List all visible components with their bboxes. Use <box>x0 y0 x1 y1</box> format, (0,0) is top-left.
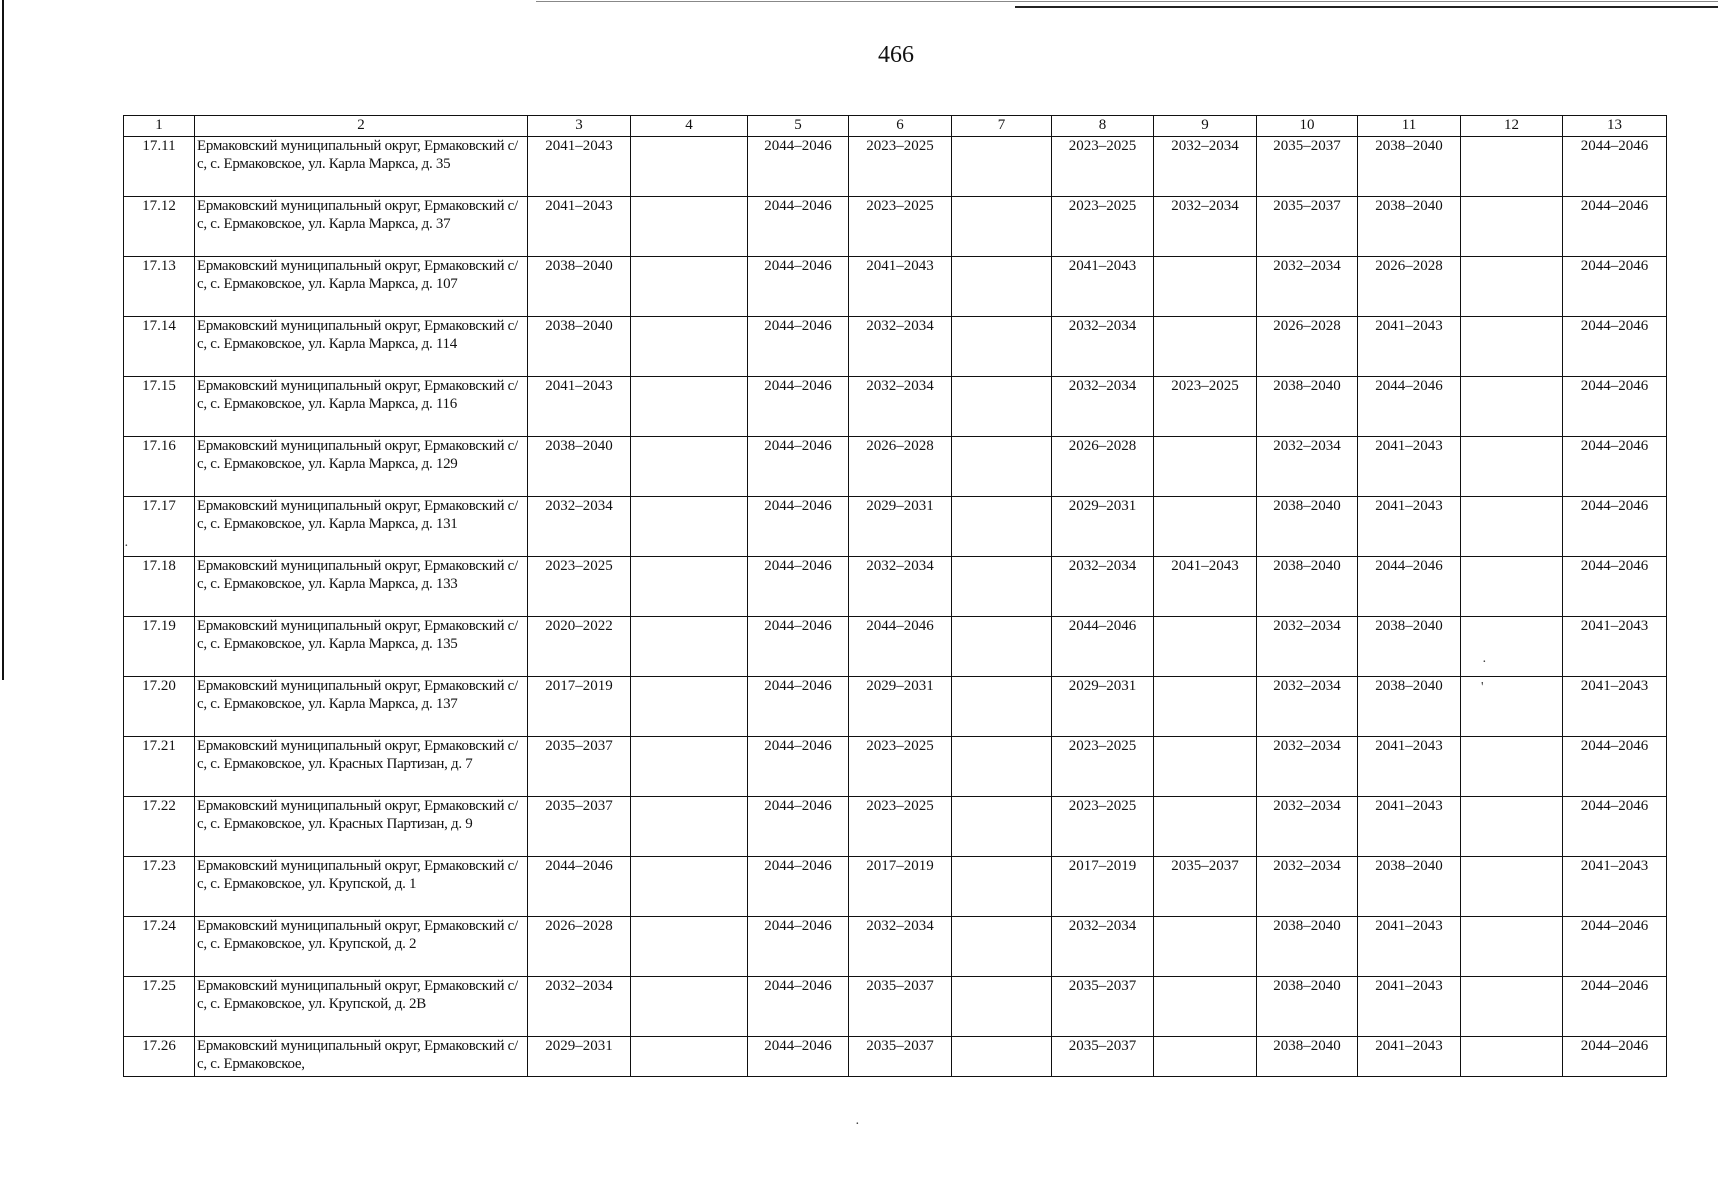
period-cell-c9 <box>1154 257 1257 317</box>
period-cell-c11: 2026–2028 <box>1358 257 1461 317</box>
period-cell-c10: 2038–2040 <box>1257 1037 1358 1077</box>
row-number-cell: 17.17 <box>124 497 195 557</box>
table-row <box>124 197 1667 257</box>
address-cell: Ермаковский муниципальный округ, Ермаковский с/с, с. Ермаковское, ул. Крупской, д. 2 <box>195 917 528 977</box>
table-row <box>124 317 1667 377</box>
row-number-cell: 17.24 <box>124 917 195 977</box>
period-cell-c12 <box>1461 977 1563 1037</box>
period-cell-c4 <box>631 737 748 797</box>
period-cell-c4 <box>631 437 748 497</box>
period-cell-c11: 2041–2043 <box>1358 917 1461 977</box>
period-cell-c4 <box>631 557 748 617</box>
period-cell-c11: 2041–2043 <box>1358 317 1461 377</box>
period-cell-c3: 2020–2022 <box>528 617 631 677</box>
period-cell-c6: 2032–2034 <box>849 917 952 977</box>
period-cell-c4 <box>631 797 748 857</box>
table-row <box>124 377 1667 437</box>
row-number-cell: 17.26 <box>124 1037 195 1077</box>
period-cell-c8: 2029–2031 <box>1052 497 1154 557</box>
left-margin-rule <box>2 0 4 680</box>
period-cell-c7 <box>952 857 1052 917</box>
row-number-cell: 17.19 <box>124 617 195 677</box>
row-number-cell: 17.20 <box>124 677 195 737</box>
period-cell-c5: 2044–2046 <box>748 797 849 857</box>
period-cell-c4 <box>631 137 748 197</box>
period-cell-c5: 2044–2046 <box>748 917 849 977</box>
address-cell: Ермаковский муниципальный округ, Ермаковский с/с, с. Ермаковское, ул. Крупской, д. 1 <box>195 857 528 917</box>
period-cell-c9 <box>1154 617 1257 677</box>
scan-speck: · <box>124 539 129 554</box>
address-cell: Ермаковский муниципальный округ, Ермаковский с/с, с. Ермаковское, ул. Карла Маркса, д. 116 <box>195 377 528 437</box>
period-cell-c3: 2029–2031 <box>528 1037 631 1077</box>
period-cell-c4 <box>631 617 748 677</box>
column-header: 1 <box>124 116 195 137</box>
period-cell-c9 <box>1154 737 1257 797</box>
address-cell: Ермаковский муниципальный округ, Ермаковский с/с, с. Ермаковское, ул. Карла Маркса, д. 37 <box>195 197 528 257</box>
period-cell-c10: 2038–2040 <box>1257 557 1358 617</box>
column-header: 2 <box>195 116 528 137</box>
period-cell-c7 <box>952 377 1052 437</box>
period-cell-c10: 2032–2034 <box>1257 857 1358 917</box>
address-cell: Ермаковский муниципальный округ, Ермаковский с/с, с. Ермаковское, ул. Крупской, д. 2В <box>195 977 528 1037</box>
column-header: 6 <box>849 116 952 137</box>
period-cell-c9: 2032–2034 <box>1154 197 1257 257</box>
row-number-cell: 17.11 <box>124 137 195 197</box>
period-cell-c3: 2044–2046 <box>528 857 631 917</box>
period-cell-c3: 2026–2028 <box>528 917 631 977</box>
row-number-cell: 17.23 <box>124 857 195 917</box>
period-cell-c10: 2032–2034 <box>1257 737 1358 797</box>
period-cell-c3: 2038–2040 <box>528 317 631 377</box>
period-cell-c6: 2044–2046 <box>849 617 952 677</box>
period-cell-c6: 2026–2028 <box>849 437 952 497</box>
period-cell-c7 <box>952 437 1052 497</box>
period-cell-c9: 2032–2034 <box>1154 137 1257 197</box>
period-cell-c13: 2044–2046 <box>1563 797 1667 857</box>
period-cell-c10: 2038–2040 <box>1257 497 1358 557</box>
period-cell-c13: 2044–2046 <box>1563 137 1667 197</box>
period-cell-c12 <box>1461 557 1563 617</box>
period-cell-c9 <box>1154 977 1257 1037</box>
table-row <box>124 617 1667 677</box>
period-cell-c3: 2023–2025 <box>528 557 631 617</box>
period-cell-c12 <box>1461 197 1563 257</box>
period-cell-c7 <box>952 797 1052 857</box>
period-cell-c3: 2041–2043 <box>528 377 631 437</box>
period-cell-c5: 2044–2046 <box>748 677 849 737</box>
page-number: 466 <box>878 42 914 68</box>
table-row <box>124 497 1667 557</box>
period-cell-c3: 2041–2043 <box>528 197 631 257</box>
period-cell-c9 <box>1154 917 1257 977</box>
period-cell-c7 <box>952 257 1052 317</box>
period-cell-c6: 2023–2025 <box>849 197 952 257</box>
column-header: 13 <box>1563 116 1667 137</box>
period-cell-c8: 2023–2025 <box>1052 737 1154 797</box>
period-cell-c7 <box>952 557 1052 617</box>
period-cell-c3: 2032–2034 <box>528 497 631 557</box>
period-cell-c8: 2026–2028 <box>1052 437 1154 497</box>
period-cell-c4 <box>631 917 748 977</box>
period-cell-c7 <box>952 737 1052 797</box>
period-cell-c12 <box>1461 377 1563 437</box>
period-cell-c12 <box>1461 257 1563 317</box>
row-number-cell: 17.15 <box>124 377 195 437</box>
period-cell-c10: 2032–2034 <box>1257 257 1358 317</box>
table-row <box>124 557 1667 617</box>
column-header: 8 <box>1052 116 1154 137</box>
period-cell-c11: 2044–2046 <box>1358 377 1461 437</box>
period-cell-c3: 2017–2019 <box>528 677 631 737</box>
column-header: 12 <box>1461 116 1563 137</box>
period-cell-c12 <box>1461 317 1563 377</box>
period-cell-c8: 2044–2046 <box>1052 617 1154 677</box>
period-cell-c9 <box>1154 497 1257 557</box>
period-cell-c8: 2041–2043 <box>1052 257 1154 317</box>
period-cell-c9 <box>1154 797 1257 857</box>
period-cell-c5: 2044–2046 <box>748 317 849 377</box>
period-cell-c6: 2029–2031 <box>849 497 952 557</box>
period-cell-c7 <box>952 197 1052 257</box>
period-cell-c6: 2032–2034 <box>849 377 952 437</box>
table-row <box>124 977 1667 1037</box>
period-cell-c4 <box>631 677 748 737</box>
period-cell-c10: 2035–2037 <box>1257 197 1358 257</box>
row-number-cell: 17.22 <box>124 797 195 857</box>
address-cell: Ермаковский муниципальный округ, Ермаковский с/с, с. Ермаковское, ул. Красных Партизан, д. 9 <box>195 797 528 857</box>
period-cell-c13: 2044–2046 <box>1563 377 1667 437</box>
period-cell-c5: 2044–2046 <box>748 617 849 677</box>
period-cell-c8: 2035–2037 <box>1052 1037 1154 1077</box>
period-cell-c3: 2035–2037 <box>528 797 631 857</box>
period-cell-c13: 2041–2043 <box>1563 617 1667 677</box>
period-cell-c5: 2044–2046 <box>748 197 849 257</box>
period-cell-c13: 2041–2043 <box>1563 857 1667 917</box>
column-header: 9 <box>1154 116 1257 137</box>
period-cell-c8: 2023–2025 <box>1052 797 1154 857</box>
period-cell-c7 <box>952 317 1052 377</box>
table-row <box>124 857 1667 917</box>
period-cell-c8: 2032–2034 <box>1052 917 1154 977</box>
column-header: 3 <box>528 116 631 137</box>
period-cell-c13: 2041–2043 <box>1563 677 1667 737</box>
table-row <box>124 917 1667 977</box>
period-cell-c5: 2044–2046 <box>748 497 849 557</box>
period-cell-c10: 2038–2040 <box>1257 917 1358 977</box>
address-cell: Ермаковский муниципальный округ, Ермаковский с/с, с. Ермаковское, ул. Карла Маркса, д. 137 <box>195 677 528 737</box>
period-cell-c8: 2023–2025 <box>1052 137 1154 197</box>
period-cell-c8: 2032–2034 <box>1052 317 1154 377</box>
column-header: 5 <box>748 116 849 137</box>
period-cell-c7 <box>952 1037 1052 1077</box>
period-cell-c5: 2044–2046 <box>748 857 849 917</box>
period-cell-c12 <box>1461 437 1563 497</box>
period-cell-c12 <box>1461 797 1563 857</box>
top-border-rule <box>536 1 1718 2</box>
repair-schedule-table <box>123 115 1667 1077</box>
address-cell: Ермаковский муниципальный округ, Ермаковский с/с, с. Ермаковское, ул. Карла Маркса, д. 133 <box>195 557 528 617</box>
address-cell: Ермаковский муниципальный округ, Ермаковский с/с, с. Ермаковское, ул. Карла Маркса, д. 114 <box>195 317 528 377</box>
period-cell-c13: 2044–2046 <box>1563 437 1667 497</box>
table-row <box>124 437 1667 497</box>
table-row <box>124 797 1667 857</box>
row-number-cell: 17.16 <box>124 437 195 497</box>
period-cell-c12 <box>1461 917 1563 977</box>
period-cell-c11: 2041–2043 <box>1358 1037 1461 1077</box>
period-cell-c7 <box>952 917 1052 977</box>
period-cell-c5: 2044–2046 <box>748 737 849 797</box>
row-number-cell: 17.18 <box>124 557 195 617</box>
address-cell: Ермаковский муниципальный округ, Ермаковский с/с, с. Ермаковское, ул. Карла Маркса, д. 129 <box>195 437 528 497</box>
period-cell-c10: 2026–2028 <box>1257 317 1358 377</box>
period-cell-c6: 2029–2031 <box>849 677 952 737</box>
period-cell-c10: 2038–2040 <box>1257 377 1358 437</box>
period-cell-c10: 2032–2034 <box>1257 437 1358 497</box>
period-cell-c12 <box>1461 857 1563 917</box>
period-cell-c11: 2038–2040 <box>1358 857 1461 917</box>
period-cell-c12 <box>1461 1037 1563 1077</box>
period-cell-c5: 2044–2046 <box>748 977 849 1037</box>
period-cell-c13: 2044–2046 <box>1563 557 1667 617</box>
table-body <box>124 137 1667 1077</box>
period-cell-c11: 2041–2043 <box>1358 437 1461 497</box>
period-cell-c11: 2041–2043 <box>1358 497 1461 557</box>
period-cell-c5: 2044–2046 <box>748 257 849 317</box>
period-cell-c11: 2044–2046 <box>1358 557 1461 617</box>
period-cell-c3: 2035–2037 <box>528 737 631 797</box>
period-cell-c5: 2044–2046 <box>748 137 849 197</box>
period-cell-c9 <box>1154 1037 1257 1077</box>
scan-speck: ' <box>1481 680 1484 695</box>
period-cell-c10: 2032–2034 <box>1257 797 1358 857</box>
period-cell-c5: 2044–2046 <box>748 377 849 437</box>
column-header: 10 <box>1257 116 1358 137</box>
address-cell: Ермаковский муниципальный округ, Ермаковский с/с, с. Ермаковское, ул. Карла Маркса, д. 107 <box>195 257 528 317</box>
period-cell-c3: 2041–2043 <box>528 137 631 197</box>
period-cell-c6: 2032–2034 <box>849 317 952 377</box>
period-cell-c9: 2023–2025 <box>1154 377 1257 437</box>
period-cell-c4 <box>631 197 748 257</box>
period-cell-c10: 2035–2037 <box>1257 137 1358 197</box>
period-cell-c8: 2029–2031 <box>1052 677 1154 737</box>
table-row <box>124 1037 1667 1077</box>
period-cell-c9 <box>1154 437 1257 497</box>
period-cell-c7 <box>952 677 1052 737</box>
period-cell-c4 <box>631 377 748 437</box>
address-cell: Ермаковский муниципальный округ, Ермаковский с/с, с. Ермаковское, ул. Карла Маркса, д. 131 <box>195 497 528 557</box>
period-cell-c9 <box>1154 677 1257 737</box>
top-border-rule-thick <box>1015 6 1718 8</box>
row-number-cell: 17.14 <box>124 317 195 377</box>
period-cell-c5: 2044–2046 <box>748 557 849 617</box>
period-cell-c9: 2035–2037 <box>1154 857 1257 917</box>
period-cell-c5: 2044–2046 <box>748 437 849 497</box>
period-cell-c6: 2017–2019 <box>849 857 952 917</box>
period-cell-c13: 2044–2046 <box>1563 977 1667 1037</box>
period-cell-c6: 2023–2025 <box>849 737 952 797</box>
column-header: 11 <box>1358 116 1461 137</box>
scan-speck: · <box>1482 655 1487 670</box>
period-cell-c13: 2044–2046 <box>1563 317 1667 377</box>
period-cell-c6: 2035–2037 <box>849 1037 952 1077</box>
period-cell-c3: 2038–2040 <box>528 257 631 317</box>
row-number-cell: 17.25 <box>124 977 195 1037</box>
period-cell-c4 <box>631 257 748 317</box>
period-cell-c13: 2044–2046 <box>1563 497 1667 557</box>
address-cell: Ермаковский муниципальный округ, Ермаковский с/с, с. Ермаковское, ул. Красных Партизан, д. 7 <box>195 737 528 797</box>
period-cell-c11: 2038–2040 <box>1358 677 1461 737</box>
period-cell-c8: 2032–2034 <box>1052 377 1154 437</box>
period-cell-c8: 2017–2019 <box>1052 857 1154 917</box>
column-header: 7 <box>952 116 1052 137</box>
period-cell-c11: 2038–2040 <box>1358 137 1461 197</box>
period-cell-c7 <box>952 497 1052 557</box>
period-cell-c3: 2032–2034 <box>528 977 631 1037</box>
period-cell-c11: 2038–2040 <box>1358 197 1461 257</box>
period-cell-c13: 2044–2046 <box>1563 917 1667 977</box>
row-number-cell: 17.21 <box>124 737 195 797</box>
period-cell-c11: 2038–2040 <box>1358 617 1461 677</box>
address-cell: Ермаковский муниципальный округ, Ермаковский с/с, с. Ермаковское, ул. Карла Маркса, д. 35 <box>195 137 528 197</box>
period-cell-c4 <box>631 1037 748 1077</box>
period-cell-c12 <box>1461 737 1563 797</box>
period-cell-c3: 2038–2040 <box>528 437 631 497</box>
period-cell-c13: 2044–2046 <box>1563 197 1667 257</box>
period-cell-c12 <box>1461 617 1563 677</box>
period-cell-c7 <box>952 977 1052 1037</box>
period-cell-c4 <box>631 317 748 377</box>
period-cell-c8: 2023–2025 <box>1052 197 1154 257</box>
period-cell-c13: 2044–2046 <box>1563 257 1667 317</box>
period-cell-c12 <box>1461 677 1563 737</box>
period-cell-c6: 2035–2037 <box>849 977 952 1037</box>
table-row <box>124 677 1667 737</box>
period-cell-c10: 2032–2034 <box>1257 677 1358 737</box>
period-cell-c8: 2032–2034 <box>1052 557 1154 617</box>
table-row <box>124 737 1667 797</box>
period-cell-c6: 2041–2043 <box>849 257 952 317</box>
address-cell: Ермаковский муниципальный округ, Ермаковский с/с, с. Ермаковское, <box>195 1037 528 1077</box>
column-number-header-row <box>124 116 1667 137</box>
period-cell-c9 <box>1154 317 1257 377</box>
period-cell-c10: 2038–2040 <box>1257 977 1358 1037</box>
period-cell-c11: 2041–2043 <box>1358 737 1461 797</box>
period-cell-c6: 2023–2025 <box>849 797 952 857</box>
period-cell-c11: 2041–2043 <box>1358 797 1461 857</box>
period-cell-c9: 2041–2043 <box>1154 557 1257 617</box>
table-row <box>124 257 1667 317</box>
row-number-cell: 17.13 <box>124 257 195 317</box>
period-cell-c4 <box>631 857 748 917</box>
period-cell-c6: 2023–2025 <box>849 137 952 197</box>
period-cell-c13: 2044–2046 <box>1563 1037 1667 1077</box>
period-cell-c8: 2035–2037 <box>1052 977 1154 1037</box>
period-cell-c7 <box>952 137 1052 197</box>
period-cell-c12 <box>1461 137 1563 197</box>
scan-speck: · <box>855 1117 860 1132</box>
period-cell-c5: 2044–2046 <box>748 1037 849 1077</box>
table-row <box>124 137 1667 197</box>
period-cell-c12 <box>1461 497 1563 557</box>
row-number-cell: 17.12 <box>124 197 195 257</box>
period-cell-c10: 2032–2034 <box>1257 617 1358 677</box>
address-cell: Ермаковский муниципальный округ, Ермаковский с/с, с. Ермаковское, ул. Карла Маркса, д. 135 <box>195 617 528 677</box>
period-cell-c13: 2044–2046 <box>1563 737 1667 797</box>
period-cell-c4 <box>631 497 748 557</box>
period-cell-c7 <box>952 617 1052 677</box>
period-cell-c6: 2032–2034 <box>849 557 952 617</box>
period-cell-c4 <box>631 977 748 1037</box>
column-header: 4 <box>631 116 748 137</box>
period-cell-c11: 2041–2043 <box>1358 977 1461 1037</box>
